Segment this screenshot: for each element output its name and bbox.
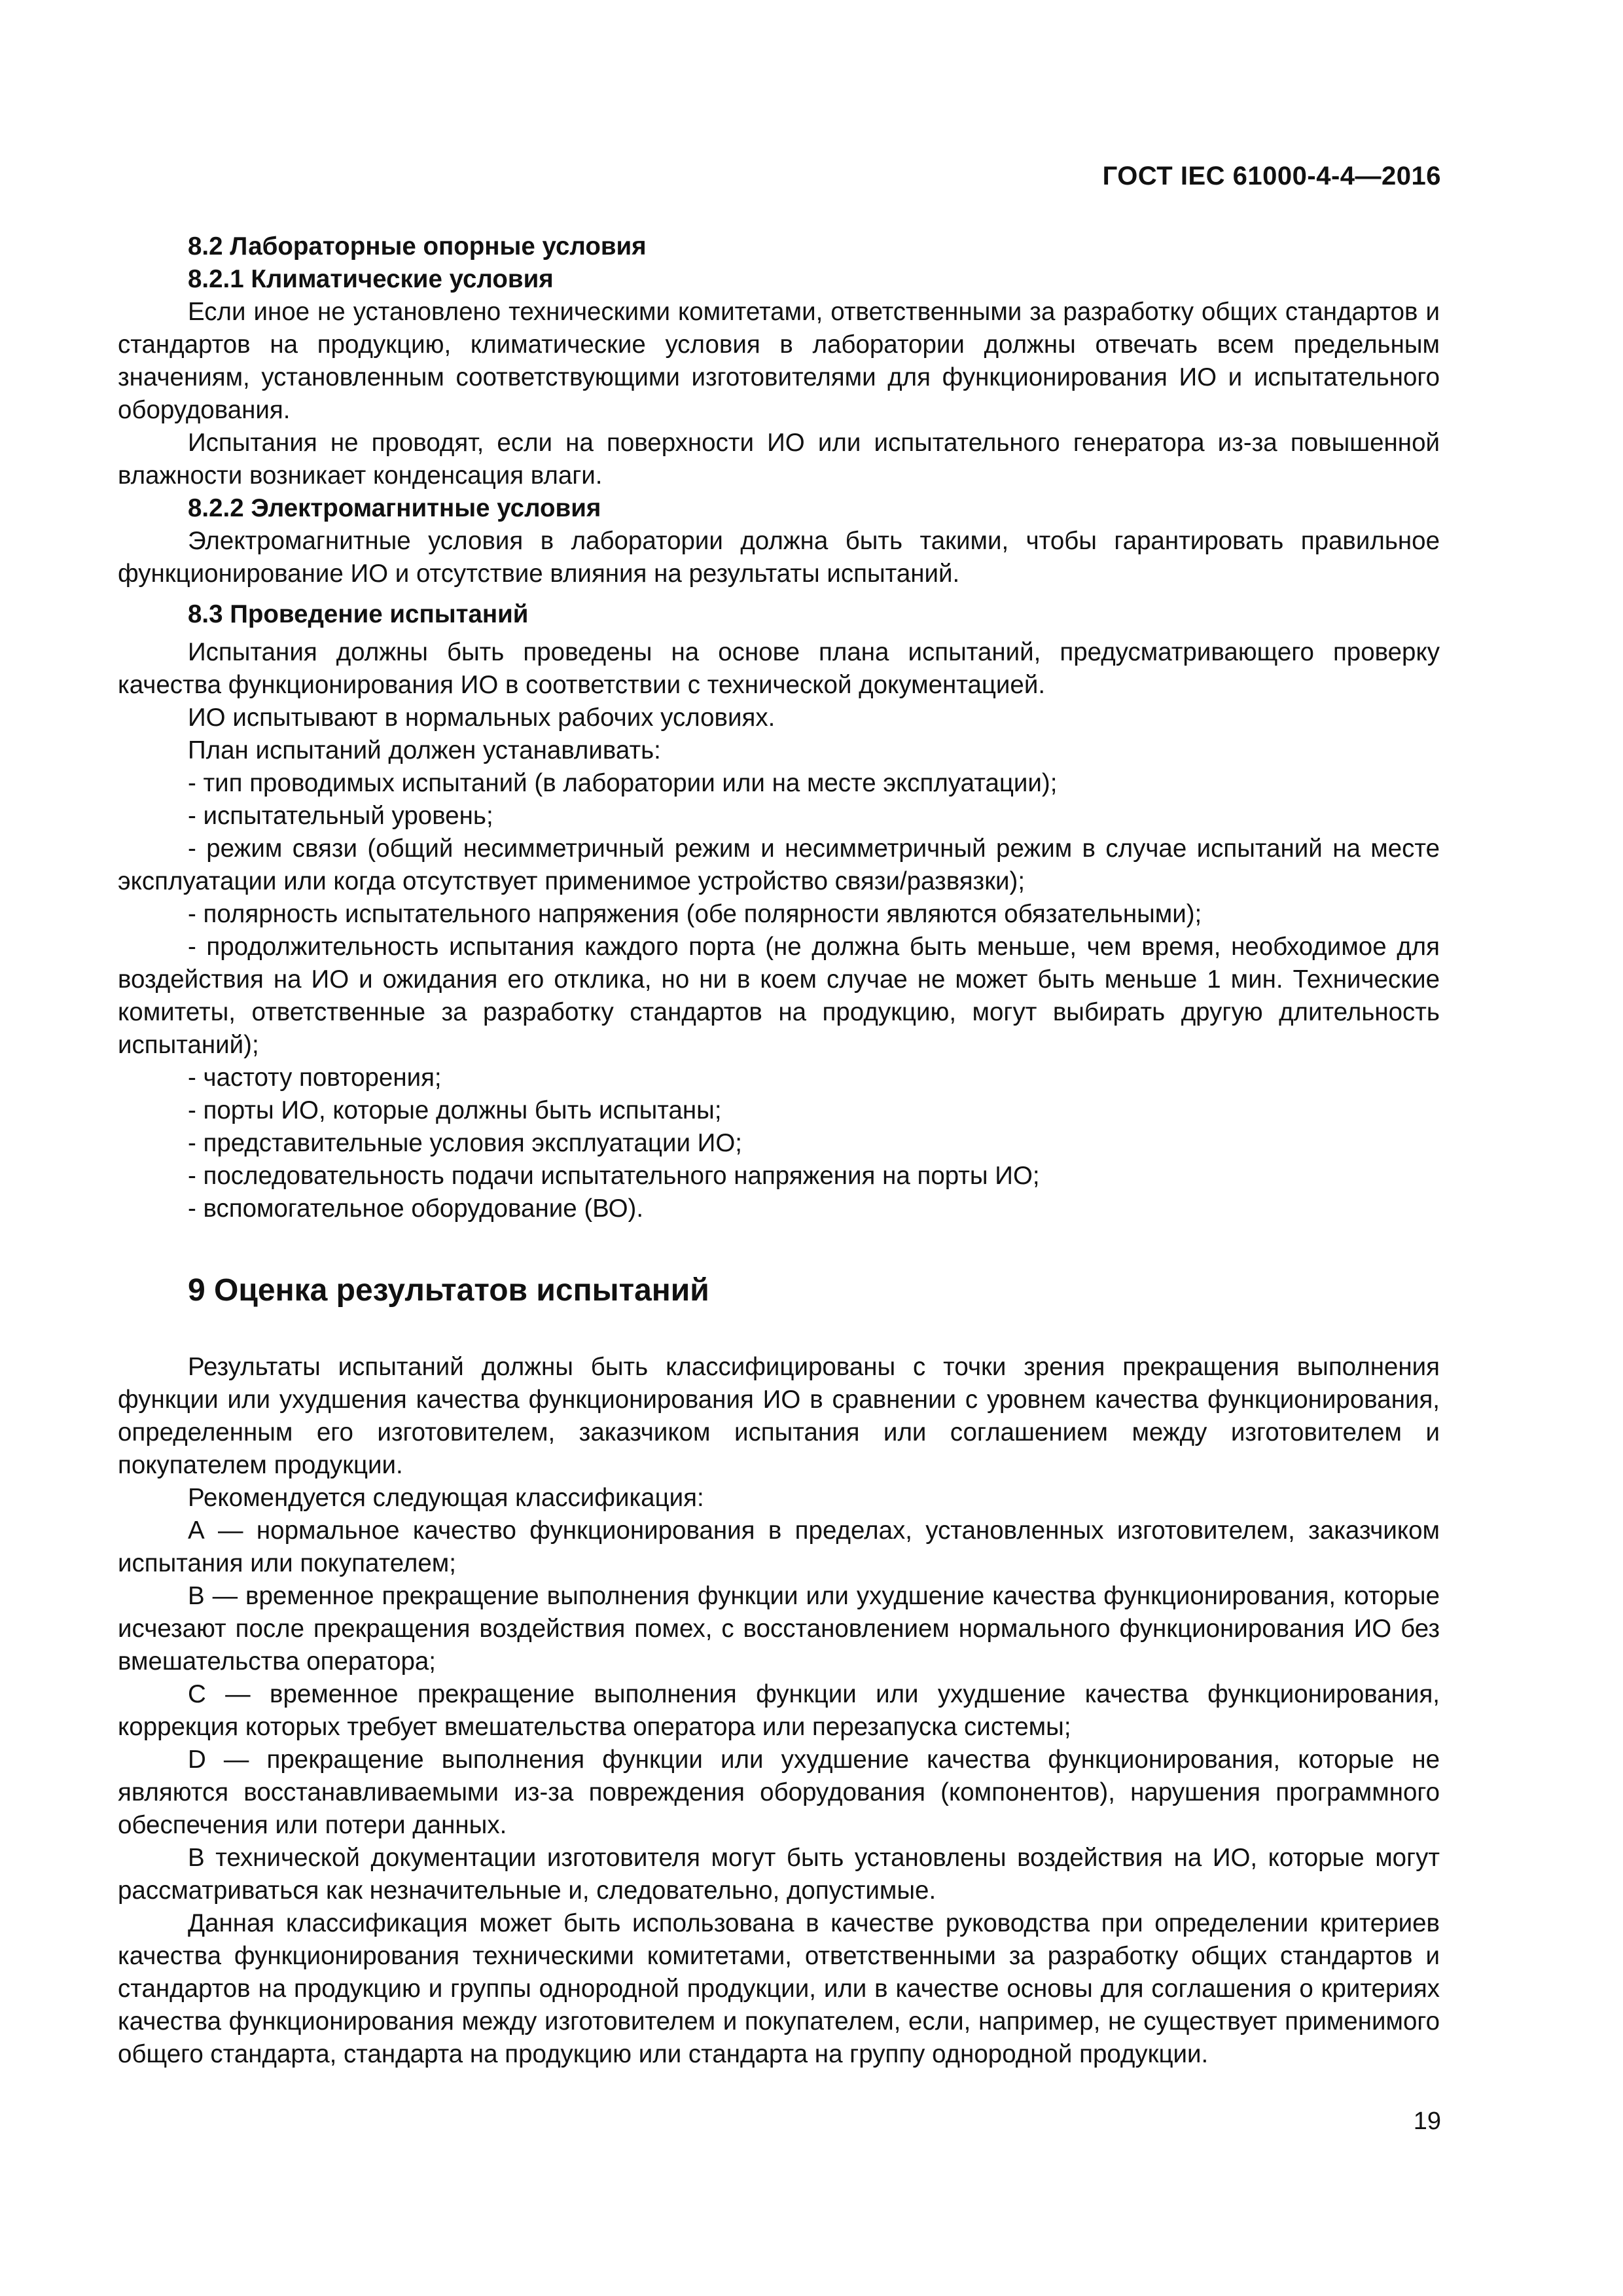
page-body [118, 230, 1440, 2071]
list-item: - вспомогательное оборудование (ВО). [188, 1194, 644, 1223]
list-item: - порты ИО, которые должны быть испытаны; [188, 1096, 722, 1124]
list-item: - режим связи (общий несимметричный режим и несимметричный режим в случае испытаний на месте эксплуатации или когда отсутствует применимое устройство связи/развязки); [118, 834, 1440, 895]
list-item: - полярность испытательного напряжения (обе полярности являются обязательными); [188, 900, 1202, 928]
classification-item-c: С — временное прекращение выполнения функции или ухудшение качества функционирования, коррекция которых требует вмешательства оператора или перезапуска системы; [118, 1680, 1440, 1741]
list-item: - частоту повторения; [188, 1064, 442, 1092]
classification-item-b: В — временное прекращение выполнения функции или ухудшение качества функционирования, которые исчезают после прекращения воздействия помех, с восстановлением нормального функционирования ИО без вмешательства оператора; [118, 1582, 1440, 1676]
paragraph: Испытания не проводят, если на поверхности ИО или испытательного генератора из-за повышенной влажности возникает конденсация влаги. [118, 429, 1440, 490]
page-number: 19 [1413, 2108, 1441, 2135]
paragraph: Если иное не установлено техническими комитетами, ответственными за разработку общих стандартов и стандартов на продукцию, климатические условия в лаборатории должны отвечать всем предельным значениям, установленным соответствующими изготовителями для функционирования ИО и испытательного оборудования. [118, 298, 1440, 424]
paragraph: Данная классификация может быть использована в качестве руководства при определении критериев качества функционирования техническими комитетами, ответственными за разработку общих стандартов и стандартов на продукцию и группы однородной продукции, или в качестве основы для соглашения о критериях качества функционирования между изготовителем и покупателем, если, например, не существует применимого общего стандарта, стандарта на продукцию или стандарта на группу однородной продукции. [118, 1909, 1440, 2068]
section-heading-9: 9 Оценка результатов испытаний [188, 1273, 709, 1308]
paragraph: Испытания должны быть проведены на основе плана испытаний, предусматривающего проверку качества функционирования ИО в соответствии с технической документацией. [118, 638, 1440, 699]
paragraph: Рекомендуется следующая классификация: [188, 1484, 704, 1512]
section-heading-8-3: 8.3 Проведение испытаний [188, 600, 529, 628]
section-heading-8-2-1: 8.2.1 Климатические условия [188, 265, 554, 293]
paragraph: Результаты испытаний должны быть классифицированы с точки зрения прекращения выполнения функции или ухудшения качества функционирования ИО в сравнении с уровнем качества функционирования, определенным его изготовителем, заказчиком испытания или соглашением между изготовителем и покупателем продукции. [118, 1353, 1440, 1479]
document-identifier: ГОСТ IEC 61000-4-4—2016 [1102, 162, 1441, 190]
list-item: - представительные условия эксплуатации ИО; [188, 1129, 742, 1157]
classification-item-d: D — прекращение выполнения функции или ухудшение качества функционирования, которые не являются восстанавливаемыми из-за повреждения оборудования (компонентов), нарушения программного обеспечения или потери данных. [118, 1746, 1440, 1839]
list-item: - продолжительность испытания каждого порта (не должна быть меньше, чем время, необходимое для воздействия на ИО и ожидания его отклика, но ни в коем случае не может быть меньше 1 мин. Технические комитеты, ответственные за разработку стандартов на продукцию, могут выбирать другую длительность испытаний); [118, 933, 1440, 1059]
section-heading-8-2: 8.2 Лабораторные опорные условия [188, 232, 647, 260]
list-item: - последовательность подачи испытательного напряжения на порты ИО; [188, 1162, 1040, 1190]
paragraph: Электромагнитные условия в лаборатории должна быть такими, чтобы гарантировать правильное функционирование ИО и отсутствие влияния на результаты испытаний. [118, 527, 1440, 588]
paragraph: В технической документации изготовителя могут быть установлены воздействия на ИО, которые могут рассматриваться как незначительные и, следовательно, допустимые. [118, 1844, 1440, 1905]
list-item: - испытательный уровень; [188, 802, 493, 830]
paragraph: План испытаний должен устанавливать: [188, 736, 661, 764]
paragraph: ИО испытывают в нормальных рабочих условиях. [188, 704, 776, 732]
section-heading-8-2-2: 8.2.2 Электромагнитные условия [188, 494, 601, 522]
classification-item-a: А — нормальное качество функционирования в пределах, установленных изготовителем, заказчиком испытания или покупателем; [118, 1516, 1440, 1577]
list-item: - тип проводимых испытаний (в лаборатории или на месте эксплуатации); [188, 769, 1058, 797]
